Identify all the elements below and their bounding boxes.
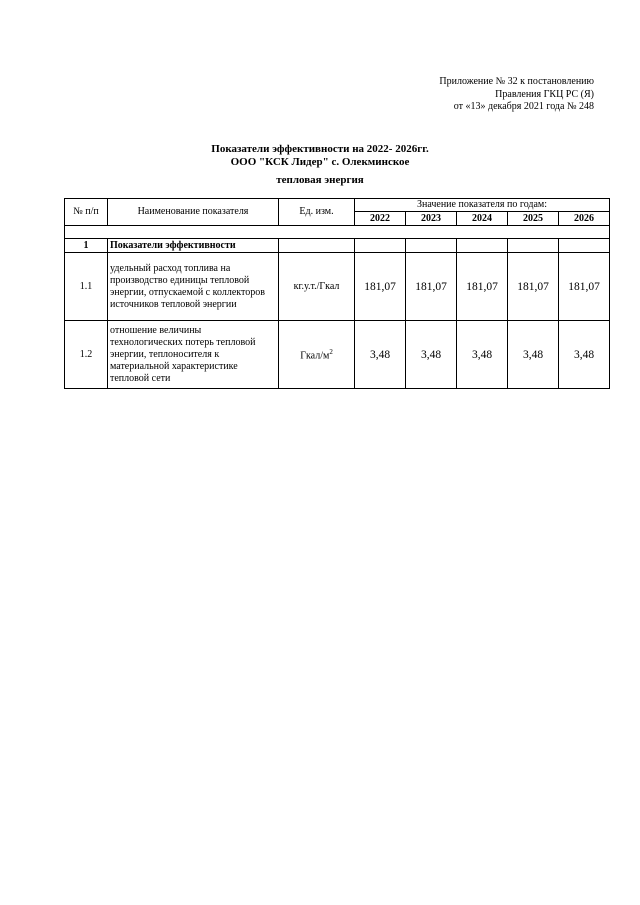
row-value: 181,07 xyxy=(406,253,457,321)
row-value: 181,07 xyxy=(457,253,508,321)
row-value: 181,07 xyxy=(355,253,406,321)
row-unit-superscript: 2 xyxy=(329,347,333,356)
header-values-group: Значение показателя по годам: xyxy=(355,199,610,212)
empty-cell xyxy=(508,239,559,253)
section-row xyxy=(65,239,610,253)
row-value: 181,07 xyxy=(508,253,559,321)
title-line-1: Показатели эффективности на 2022- 2026гг. xyxy=(211,143,429,155)
title-line-2: ООО "КСК Лидер" с. Олекминское xyxy=(230,156,410,168)
empty-cell xyxy=(559,239,610,253)
spacer-cell xyxy=(65,226,610,239)
row-unit xyxy=(279,321,355,389)
row-unit-text: Гкал/м xyxy=(300,350,330,362)
row-value: 3,48 xyxy=(508,321,559,389)
header-year: 2026 xyxy=(559,212,610,226)
annex-header xyxy=(439,76,594,114)
empty-cell xyxy=(279,239,355,253)
row-value: 3,48 xyxy=(355,321,406,389)
annex-line-3: от «13» декабря 2021 года № 248 xyxy=(453,101,594,112)
row-value: 3,48 xyxy=(406,321,457,389)
empty-cell xyxy=(355,239,406,253)
row-num: 1.2 xyxy=(65,321,108,389)
header-name: Наименование показателя xyxy=(108,199,279,226)
table-row xyxy=(65,321,610,389)
empty-cell xyxy=(406,239,457,253)
annex-line-2: Правления ГКЦ РС (Я) xyxy=(495,88,594,100)
row-name: удельный расход топлива на производство единицы тепловой энергии, отпускаемой с коллекторов источников тепловой энергии xyxy=(108,253,279,321)
header-year: 2023 xyxy=(406,212,457,226)
section-name: Показатели эффективности xyxy=(108,239,279,253)
annex-line-1: Приложение № 32 к постановлению xyxy=(439,76,594,87)
header-year: 2022 xyxy=(355,212,406,226)
table-row xyxy=(65,253,610,321)
row-unit: кг.у.т./Гкал xyxy=(279,253,355,321)
document-title xyxy=(0,143,640,187)
header-unit: Ед. изм. xyxy=(279,199,355,226)
empty-cell xyxy=(457,239,508,253)
header-row-1 xyxy=(65,199,610,212)
row-name: отношение величины технологических потерь тепловой энергии, теплоносителя к материальной характеристике тепловой сети xyxy=(108,321,279,389)
row-value: 3,48 xyxy=(559,321,610,389)
section-num: 1 xyxy=(65,239,108,253)
header-year: 2025 xyxy=(508,212,559,226)
row-num: 1.1 xyxy=(65,253,108,321)
header-num: № п/п xyxy=(65,199,108,226)
indicators-table xyxy=(64,198,610,389)
row-value: 3,48 xyxy=(457,321,508,389)
title-line-3: тепловая энергия xyxy=(276,174,364,186)
header-year: 2024 xyxy=(457,212,508,226)
spacer-row xyxy=(65,226,610,239)
row-value: 181,07 xyxy=(559,253,610,321)
